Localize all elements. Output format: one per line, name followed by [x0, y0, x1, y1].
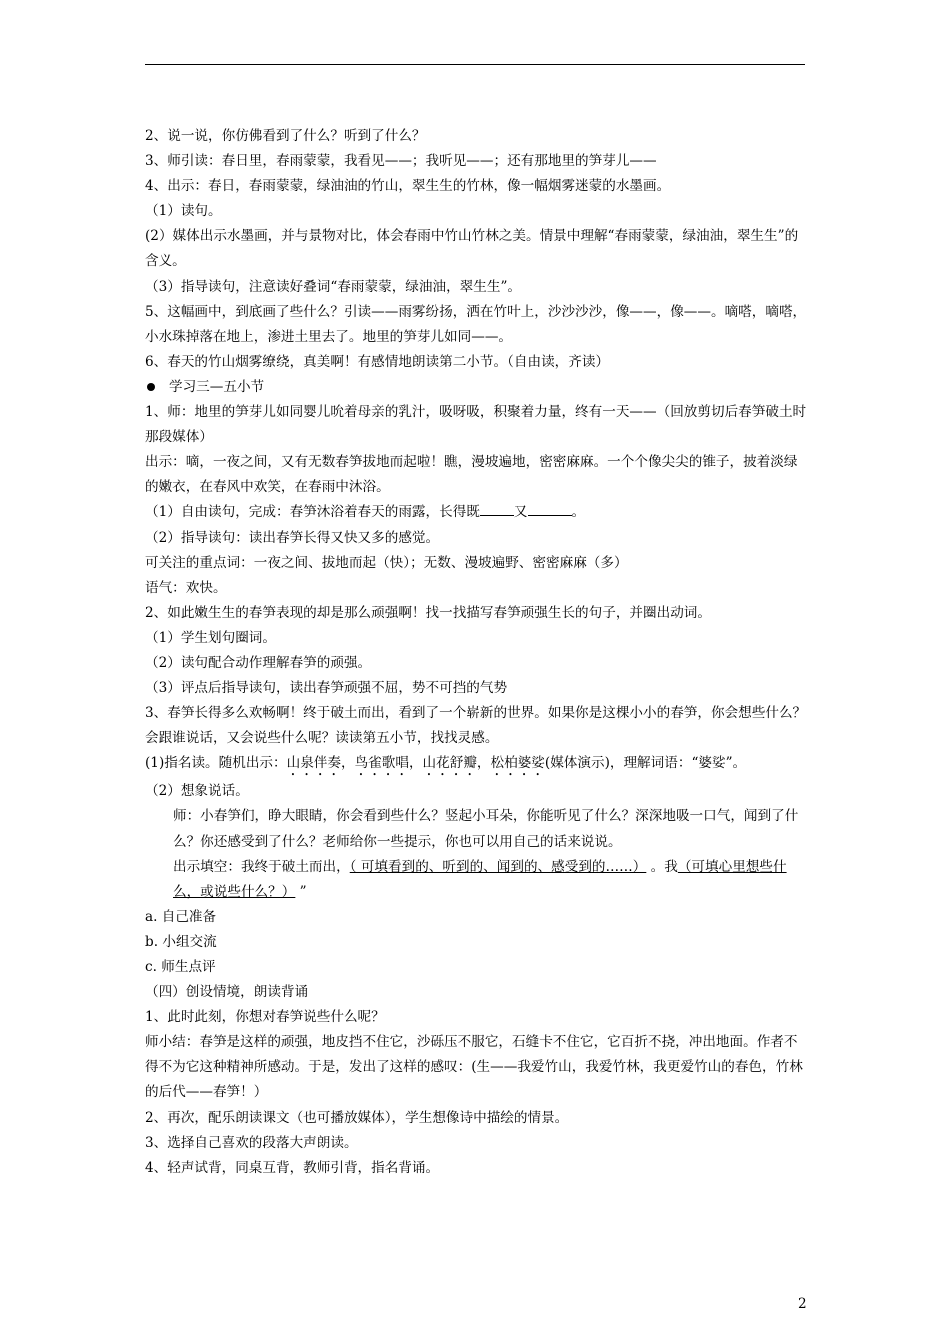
text-segment: 出示填空：我终于破土而出，	[173, 858, 350, 875]
list-item: b. 小组交流	[145, 933, 217, 950]
bullet-icon	[147, 383, 155, 391]
paragraph: (2）媒体出示水墨画，并与景物对比，体会春雨中竹山竹林之美。情景中理解“春雨蒙蒙，绿油油，翠生生”的含义。	[145, 228, 799, 270]
emphasized-phrase: 山泉伴奏	[286, 755, 341, 772]
text-segment: （1）自由读句，完成：春笋沐浴着春天的雨露，长得既	[145, 504, 480, 521]
emphasized-phrase: 山花舒瓣	[422, 755, 477, 772]
text-segment: (媒体演示)，理解词语：	[544, 755, 692, 772]
subsection-heading: （四）创设情境，朗读背诵	[145, 984, 309, 1001]
paragraph: 4、出示：春日，春雨蒙蒙，绿油油的竹山，翠生生的竹林，像一幅烟雾迷蒙的水墨画。	[145, 178, 671, 195]
header-rule	[145, 64, 805, 65]
text-segment: ，	[476, 755, 491, 772]
paragraph: 可关注的重点词：一夜之间、拔地而起（快）；无数、漫坡遍野、密密麻麻（多）	[145, 554, 628, 571]
paragraph: （3）评点后指导读句，读出春笋顽强不屈，势不可挡的气势	[145, 680, 508, 697]
emphasized-phrase: 鸟雀歌唱	[354, 755, 409, 772]
paragraph: 2、如此嫩生生的春笋表现的却是那么顽强啊！找一找描写春笋顽强生长的句子，并圈出动词。	[145, 604, 711, 621]
paragraph: 5、这幅画中，到底画了些什么？引读——雨雾纷扬，洒在竹叶上，沙沙沙沙，像——，像——。嘀嗒，嘀嗒，小水珠掉落在地上，渗进土里去了。地里的笋芽儿如同——。	[145, 303, 807, 345]
paragraph: 师：小春笋们，睁大眼睛，你会看到些什么？竖起小耳朵，你能听见了什么？深深地吸一口气，闻到了什么？你还感受到了什么？老师给你一些提示，你也可以用自己的话来说说。	[173, 808, 799, 850]
fill-in-prompt	[145, 855, 809, 905]
section-heading-text: 学习三—五小节	[169, 378, 265, 395]
paragraph: 3、春笋长得多么欢畅啊！终于破土而出，看到了一个崭新的世界。如果你是这棵小小的春笋，你会想些什么？会跟谁说话，又会说些什么呢？读读第五小节，找找灵感。	[145, 705, 807, 747]
paragraph: 3、选择自己喜欢的段落大声朗读。	[145, 1134, 358, 1151]
blank-field	[528, 500, 572, 516]
text-segment: ，	[340, 755, 355, 772]
text-segment: “婆娑”。	[691, 755, 747, 772]
text-segment: 。	[571, 504, 586, 521]
paragraph: 1、此时此刻，你想对春笋说些什么呢？	[145, 1009, 385, 1026]
text-segment: 。我	[646, 858, 678, 875]
paragraph: 语气：欢快。	[145, 579, 227, 596]
paragraph: 3、师引读：春日里，春雨蒙蒙，我看见——；我听见——；还有那地里的笋芽儿——	[145, 153, 657, 170]
emphasized-phrase: 松柏婆娑	[490, 755, 545, 772]
underlined-hint: （可填心里想些什么，或说些什么？）	[173, 858, 787, 900]
text-segment: ”	[295, 883, 307, 900]
paragraph: （2）指导读句：读出春笋长得又快又多的感觉。	[145, 529, 440, 546]
paragraph: 6、春天的竹山烟雾缭绕，真美啊！有感情地朗读第二小节。（自由读，齐读）	[145, 353, 610, 370]
paragraph: 出示：嘀，一夜之间，又有无数春笋拔地而起啦！瞧，漫坡遍地，密密麻麻。一个个像尖尖的锥子，披着淡绿的嫩衣，在春风中欢笑，在春雨中沐浴。	[145, 454, 798, 496]
paragraph: （2）读句配合动作理解春笋的顽强。	[145, 654, 372, 671]
document-body	[145, 124, 809, 1181]
page-number: 2	[798, 1296, 807, 1312]
paragraph: 2、再次，配乐朗读课文（也可播放媒体），学生想像诗中描绘的情景。	[145, 1109, 569, 1126]
text-segment: 又	[513, 504, 528, 521]
list-item: a. 自己准备	[145, 908, 217, 925]
paragraph: 2、说一说，你仿佛看到了什么？听到了什么？	[145, 128, 426, 144]
list-item: c. 师生点评	[145, 959, 216, 975]
section-heading	[145, 375, 809, 400]
paragraph: （3）指导读句，注意读好叠词“春雨蒙蒙，绿油油，翠生生”。	[145, 278, 521, 295]
paragraph: （1）读句。	[145, 203, 222, 220]
fill-blank-line	[145, 500, 809, 525]
paragraph: 师小结：春笋是这样的顽强，地皮挡不住它，沙砾压不服它，石缝卡不住它，它百折不挠，冲出地面。作者不得不为它这种精神所感动。于是，发出了这样的感叹：(生——我爱竹山，我爱竹林，我更爱竹山的春色，竹林的后代——春笋！）	[145, 1034, 803, 1101]
paragraph: 1、师：地里的笋芽儿如同婴儿吮着母亲的乳汁，吸呀吸，积聚着力量，终有一天——（回放剪切后春笋破土时那段媒体）	[145, 404, 807, 446]
text-segment: (1)指名读。随机出示：	[145, 755, 287, 772]
blank-field	[480, 500, 514, 516]
paragraph: （2）想象说话。	[145, 783, 249, 800]
paragraph: （1）学生划句圈词。	[145, 629, 276, 646]
paragraph-emphasis	[145, 751, 809, 779]
underlined-hint: （ 可填看到的、听到的、闻到的、感受到的……）	[349, 858, 647, 875]
text-segment: ，	[408, 755, 423, 772]
paragraph: 4、轻声试背，同桌互背，教师引背，指名背诵。	[145, 1159, 440, 1176]
